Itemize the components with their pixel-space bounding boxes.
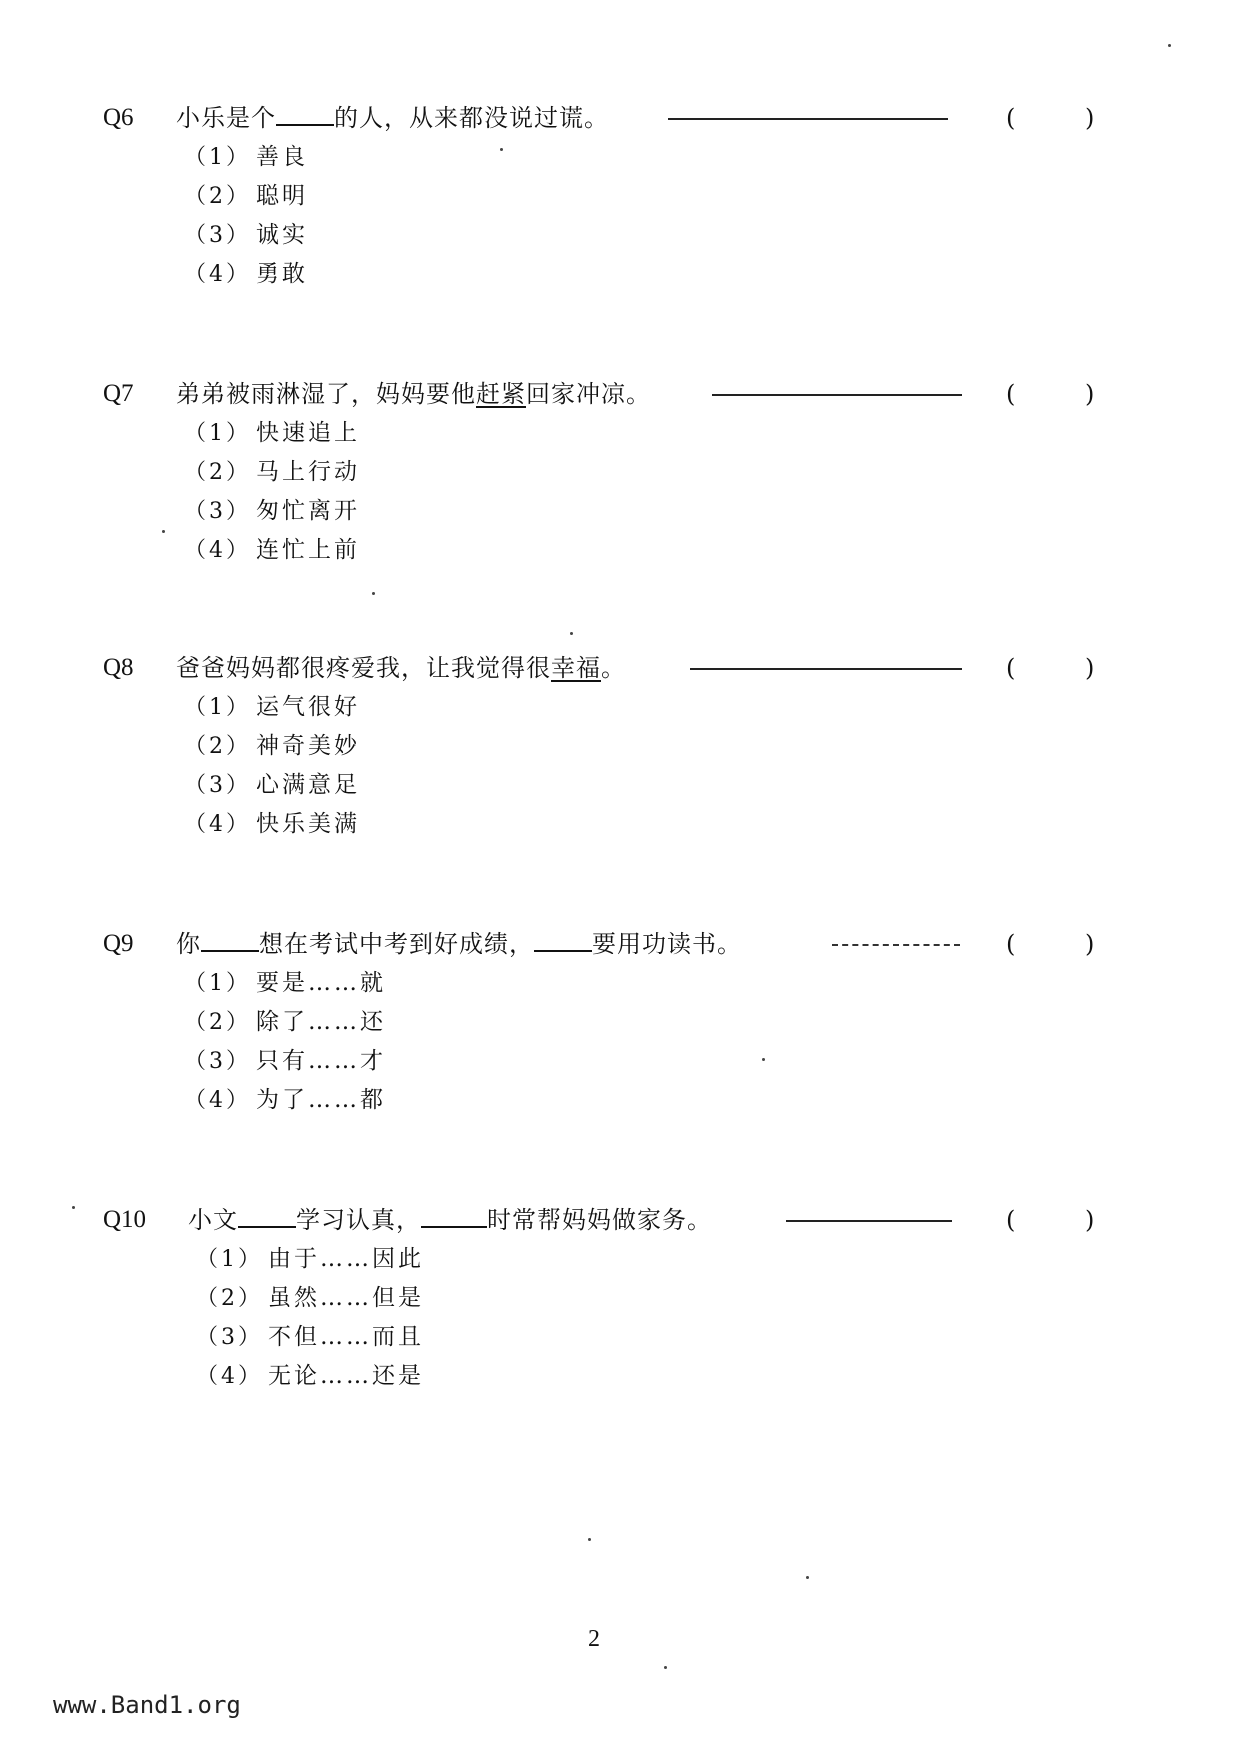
option-number: （1） bbox=[184, 971, 251, 996]
option-number: （4） bbox=[184, 812, 251, 837]
underlined-word: 幸福 bbox=[551, 654, 601, 682]
question-stem: 小乐是个 的人，从来都没说过谎。 bbox=[176, 104, 609, 132]
option-number: （2） bbox=[184, 734, 251, 759]
option-item bbox=[0, 1003, 1239, 1042]
option-item bbox=[0, 453, 1239, 492]
option-number: （3） bbox=[184, 773, 251, 798]
option-text: 聪明 bbox=[256, 183, 308, 209]
question-number: Q10 bbox=[103, 1206, 147, 1233]
answer-paren-open: ( bbox=[1006, 1206, 1016, 1234]
answer-blank bbox=[238, 1204, 296, 1228]
scan-speck bbox=[500, 148, 503, 151]
leader-dashes bbox=[786, 1220, 952, 1222]
question-q8 bbox=[0, 648, 1239, 844]
question-q10 bbox=[0, 1200, 1239, 1396]
option-list bbox=[0, 138, 1239, 294]
option-item bbox=[0, 414, 1239, 453]
option-item bbox=[0, 1042, 1239, 1081]
option-number: （4） bbox=[184, 262, 251, 287]
option-item bbox=[0, 492, 1239, 531]
option-list bbox=[0, 964, 1239, 1120]
answer-paren-close: ) bbox=[1085, 380, 1095, 408]
option-number: （1） bbox=[184, 695, 251, 720]
scan-speck bbox=[570, 632, 573, 635]
option-number: （3） bbox=[184, 223, 251, 248]
option-item bbox=[0, 216, 1239, 255]
question-stem-line bbox=[0, 1200, 1239, 1240]
option-item bbox=[0, 1357, 1239, 1396]
option-text: 神奇美妙 bbox=[256, 733, 360, 759]
answer-blank bbox=[421, 1204, 487, 1228]
option-item bbox=[0, 177, 1239, 216]
leader-dashes bbox=[712, 394, 962, 396]
option-text: 善良 bbox=[256, 144, 308, 170]
option-text: 除了……还 bbox=[256, 1009, 386, 1035]
question-stem-line bbox=[0, 98, 1239, 138]
scan-speck bbox=[806, 1576, 809, 1579]
option-list bbox=[0, 1240, 1239, 1396]
option-list bbox=[0, 414, 1239, 570]
option-text: 马上行动 bbox=[256, 459, 360, 485]
scan-speck bbox=[588, 1538, 591, 1541]
scan-speck bbox=[372, 592, 375, 595]
option-item bbox=[0, 1081, 1239, 1120]
option-number: （1） bbox=[184, 145, 251, 170]
option-text: 无论……还是 bbox=[268, 1363, 424, 1389]
option-item bbox=[0, 727, 1239, 766]
option-text: 心满意足 bbox=[256, 772, 360, 798]
answer-paren-close: ) bbox=[1085, 104, 1095, 132]
option-text: 不但……而且 bbox=[268, 1324, 424, 1350]
option-item bbox=[0, 1318, 1239, 1357]
question-number: Q9 bbox=[103, 930, 134, 957]
option-number: （3） bbox=[196, 1325, 263, 1350]
scan-speck bbox=[762, 1058, 765, 1061]
watermark-text: www.Band1.org bbox=[53, 1691, 241, 1719]
option-text: 要是……就 bbox=[256, 970, 386, 996]
option-number: （4） bbox=[184, 538, 251, 563]
option-number: （2） bbox=[196, 1286, 263, 1311]
option-text: 虽然……但是 bbox=[268, 1285, 424, 1311]
question-number: Q7 bbox=[103, 380, 134, 407]
option-text: 只有……才 bbox=[256, 1048, 386, 1074]
option-item bbox=[0, 688, 1239, 727]
underlined-word: 赶紧 bbox=[476, 380, 526, 408]
option-text: 匆忙离开 bbox=[256, 498, 360, 524]
option-number: （3） bbox=[184, 1049, 251, 1074]
option-text: 快速追上 bbox=[256, 420, 360, 446]
answer-paren-open: ( bbox=[1006, 104, 1016, 132]
question-stem-line bbox=[0, 374, 1239, 414]
option-number: （4） bbox=[196, 1364, 263, 1389]
question-stem-line bbox=[0, 648, 1239, 688]
option-item bbox=[0, 255, 1239, 294]
question-stem: 小文 学习认真， 时常帮妈妈做家务。 bbox=[188, 1206, 712, 1234]
answer-paren-close: ) bbox=[1085, 930, 1095, 958]
option-item bbox=[0, 138, 1239, 177]
answer-blank bbox=[534, 928, 592, 952]
option-item bbox=[0, 1279, 1239, 1318]
page-number: 2 bbox=[588, 1626, 600, 1652]
question-stem: 爸爸妈妈都很疼爱我，让我觉得很幸福。 bbox=[176, 654, 626, 682]
option-text: 为了……都 bbox=[256, 1087, 386, 1113]
question-q6 bbox=[0, 98, 1239, 294]
answer-paren-open: ( bbox=[1006, 654, 1016, 682]
answer-paren-close: ) bbox=[1085, 654, 1095, 682]
question-number: Q8 bbox=[103, 654, 134, 681]
option-number: （2） bbox=[184, 1010, 251, 1035]
scan-speck bbox=[162, 530, 165, 533]
option-text: 勇敢 bbox=[256, 261, 308, 287]
leader-dashes bbox=[832, 944, 960, 946]
leader-dashes bbox=[668, 118, 948, 120]
option-list bbox=[0, 688, 1239, 844]
scan-speck bbox=[72, 1206, 75, 1209]
question-stem: 你 想在考试中考到好成绩， 要用功读书。 bbox=[176, 930, 742, 958]
option-text: 由于……因此 bbox=[268, 1246, 424, 1272]
option-number: （4） bbox=[184, 1088, 251, 1113]
scan-speck bbox=[664, 1666, 667, 1669]
answer-blank bbox=[201, 928, 259, 952]
option-item bbox=[0, 805, 1239, 844]
option-item bbox=[0, 531, 1239, 570]
option-text: 诚实 bbox=[256, 222, 308, 248]
question-q7 bbox=[0, 374, 1239, 570]
question-number: Q6 bbox=[103, 104, 134, 131]
option-item bbox=[0, 964, 1239, 1003]
option-text: 运气很好 bbox=[256, 694, 360, 720]
option-text: 连忙上前 bbox=[256, 537, 360, 563]
option-number: （1） bbox=[184, 421, 251, 446]
scan-speck bbox=[1168, 44, 1171, 47]
answer-paren-open: ( bbox=[1006, 380, 1016, 408]
option-number: （3） bbox=[184, 499, 251, 524]
answer-blank bbox=[276, 102, 334, 126]
question-stem-line bbox=[0, 924, 1239, 964]
option-item bbox=[0, 1240, 1239, 1279]
option-number: （2） bbox=[184, 184, 251, 209]
leader-dashes bbox=[690, 668, 962, 670]
question-q9 bbox=[0, 924, 1239, 1120]
answer-paren-close: ) bbox=[1085, 1206, 1095, 1234]
option-number: （2） bbox=[184, 460, 251, 485]
answer-paren-open: ( bbox=[1006, 930, 1016, 958]
option-text: 快乐美满 bbox=[256, 811, 360, 837]
option-number: （1） bbox=[196, 1247, 263, 1272]
option-item bbox=[0, 766, 1239, 805]
question-stem: 弟弟被雨淋湿了，妈妈要他赶紧回家冲凉。 bbox=[176, 380, 651, 408]
